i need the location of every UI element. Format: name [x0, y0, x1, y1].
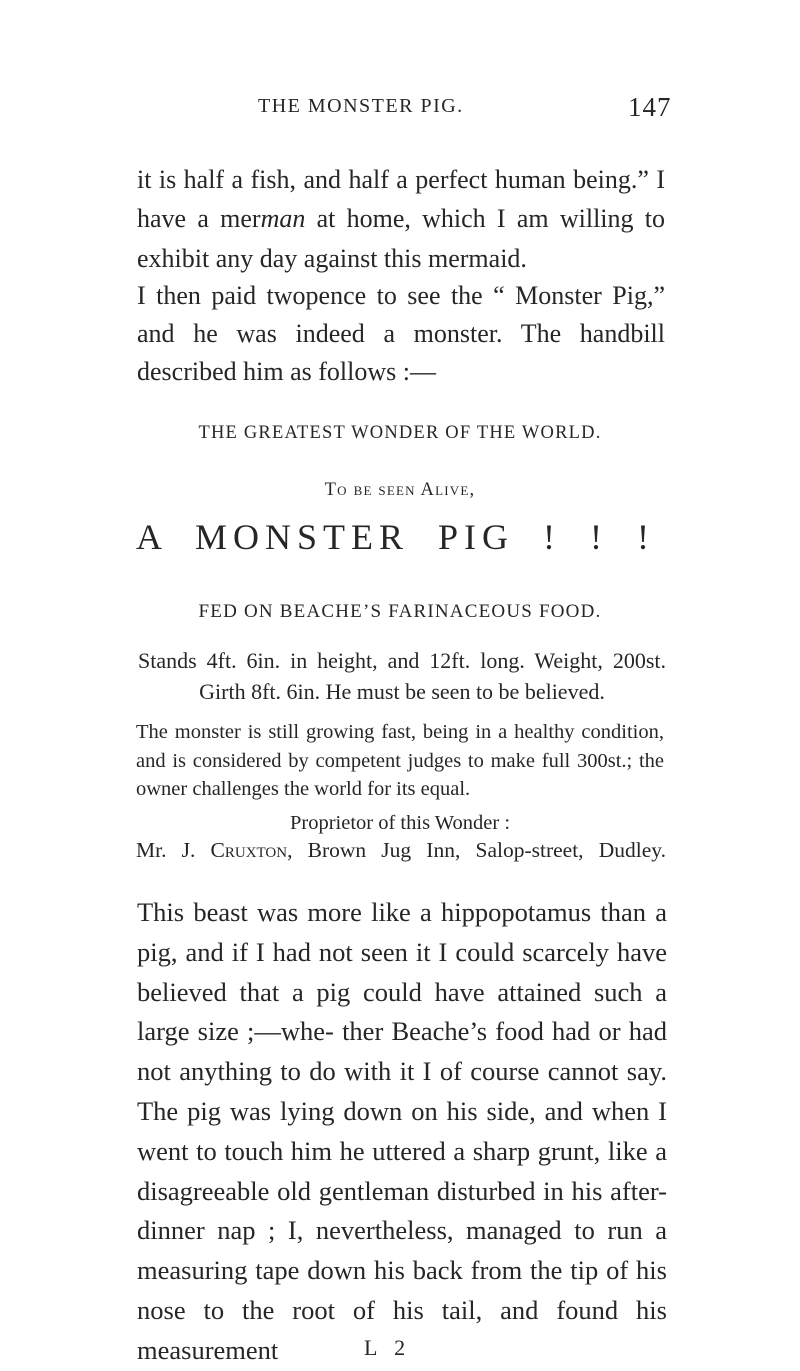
- handbill-description: The monster is still growing fast, being in a healthy condition, and is considered by competent judges to make full 300st.; the owner challenges the world for its equal.: [136, 721, 664, 800]
- running-head: [0, 92, 800, 132]
- paragraph-mermaid-italic: man: [260, 204, 306, 234]
- handbill-fed-line: FED ON BEACHE’S FARINACEOUS FOOD.: [198, 601, 602, 622]
- proprietor-name-prefix: Mr. J.: [136, 838, 211, 862]
- paragraph-mermaid-part1: it is half a fish, and half a perfect human being.” I have a mer: [137, 165, 665, 234]
- page-number: 147: [628, 92, 672, 122]
- handbill-proprietor-address: [136, 838, 666, 863]
- handbill-proprietor-label: Proprietor of this Wonder :: [289, 812, 511, 834]
- paragraph-mermaid: [137, 160, 665, 278]
- paragraph-hippopotamus: This beast was more like a hippopotamus than a pig, and if I had not seen it I could scarcely have believed that a pig could have attained such a large size ;—whe- ther Beache’s food had or had not anything to do with it I of course cannot say. The pig was lying down on his side, and when I went to touch him he uttered a sharp grunt, like a disagreeable old gentleman disturbed in his after-dinner nap ; I, nevertheless, managed to run a measuring tape down his back from the tip of his nose to the root of his tail, and found his measurement: [137, 897, 667, 1365]
- handbill-stats-line2: Girth 8ft. 6in. He must be seen to be believed.: [199, 679, 605, 704]
- handbill-stats: [138, 645, 666, 707]
- paragraph-mermaid-part2: at home, which I am willing to exhibit any day against this mermaid.: [137, 204, 666, 273]
- handbill-stats-line1: Stands 4ft. 6in. in height, and 12ft. long. Weight, 200st.: [138, 648, 666, 673]
- signature-mark: L 2: [364, 1335, 412, 1360]
- proprietor-name: Cruxton: [210, 838, 288, 862]
- paragraph-monster-pig-intro: I then paid twopence to see the “ Monster Pig,” and he was indeed a monster. The handbill described him as follows :—: [137, 281, 665, 386]
- running-title: THE MONSTER PIG.: [258, 95, 464, 117]
- handbill-subheading: To be seen Alive,: [324, 480, 476, 500]
- handbill-title: A MONSTER PIG ! ! !: [136, 517, 656, 557]
- handbill-heading: THE GREATEST WONDER OF THE WORLD.: [198, 423, 602, 443]
- proprietor-address: , Brown Jug Inn, Salop-street, Dudley.: [287, 838, 666, 862]
